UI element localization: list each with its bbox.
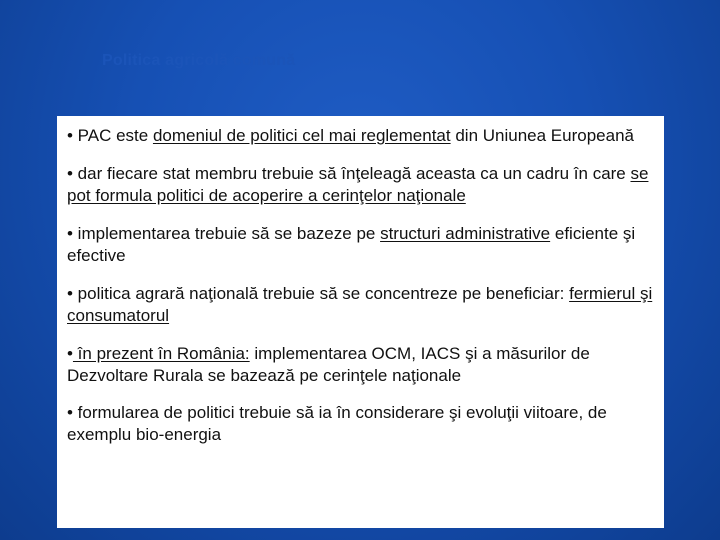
content-box bbox=[57, 116, 664, 528]
bullet-text: • politica agrară naţională trebuie să se concentreze pe beneficiar: bbox=[67, 284, 570, 303]
bullet-text: eficiente şi efective bbox=[67, 224, 636, 265]
bullet-underlined-text: fermierul şi consumatorul bbox=[67, 284, 653, 325]
bullet-text: • PAC este bbox=[67, 126, 153, 145]
bullet-text: • implementarea trebuie să se bazeze pe bbox=[67, 224, 381, 243]
bullet-item bbox=[67, 163, 654, 207]
bullet-text: din Uniunea Europeană bbox=[450, 126, 634, 145]
bullet-item bbox=[67, 283, 654, 327]
bullet-text: • bbox=[67, 344, 73, 363]
slide-title: Politica agricolă comună bbox=[102, 52, 296, 69]
bullet-underlined-text: în prezent în România: bbox=[72, 344, 250, 363]
bullet-text: implementarea OCM, IACS şi a măsurilor de Dezvoltare Rurala se bazează pe cerinţele naţionale bbox=[67, 344, 590, 385]
bullet-underlined-text: structuri administrative bbox=[380, 224, 551, 243]
bullet-underlined-text: domeniul de politici cel mai reglementat bbox=[152, 126, 451, 145]
bullet-item bbox=[67, 402, 654, 446]
bullet-text: • dar fiecare stat membru trebuie să înţeleagă aceasta ca un cadru în care bbox=[67, 164, 631, 183]
bullet-item bbox=[67, 343, 654, 387]
bullet-item bbox=[67, 223, 654, 267]
bullet-underlined-text: se pot formula politici de acoperire a cerinţelor naţionale bbox=[67, 164, 649, 205]
bullet-text: • formularea de politici trebuie să ia în considerare şi evoluţii viitoare, de exemplu bio-energia bbox=[67, 403, 607, 444]
bullet-item bbox=[67, 125, 654, 147]
